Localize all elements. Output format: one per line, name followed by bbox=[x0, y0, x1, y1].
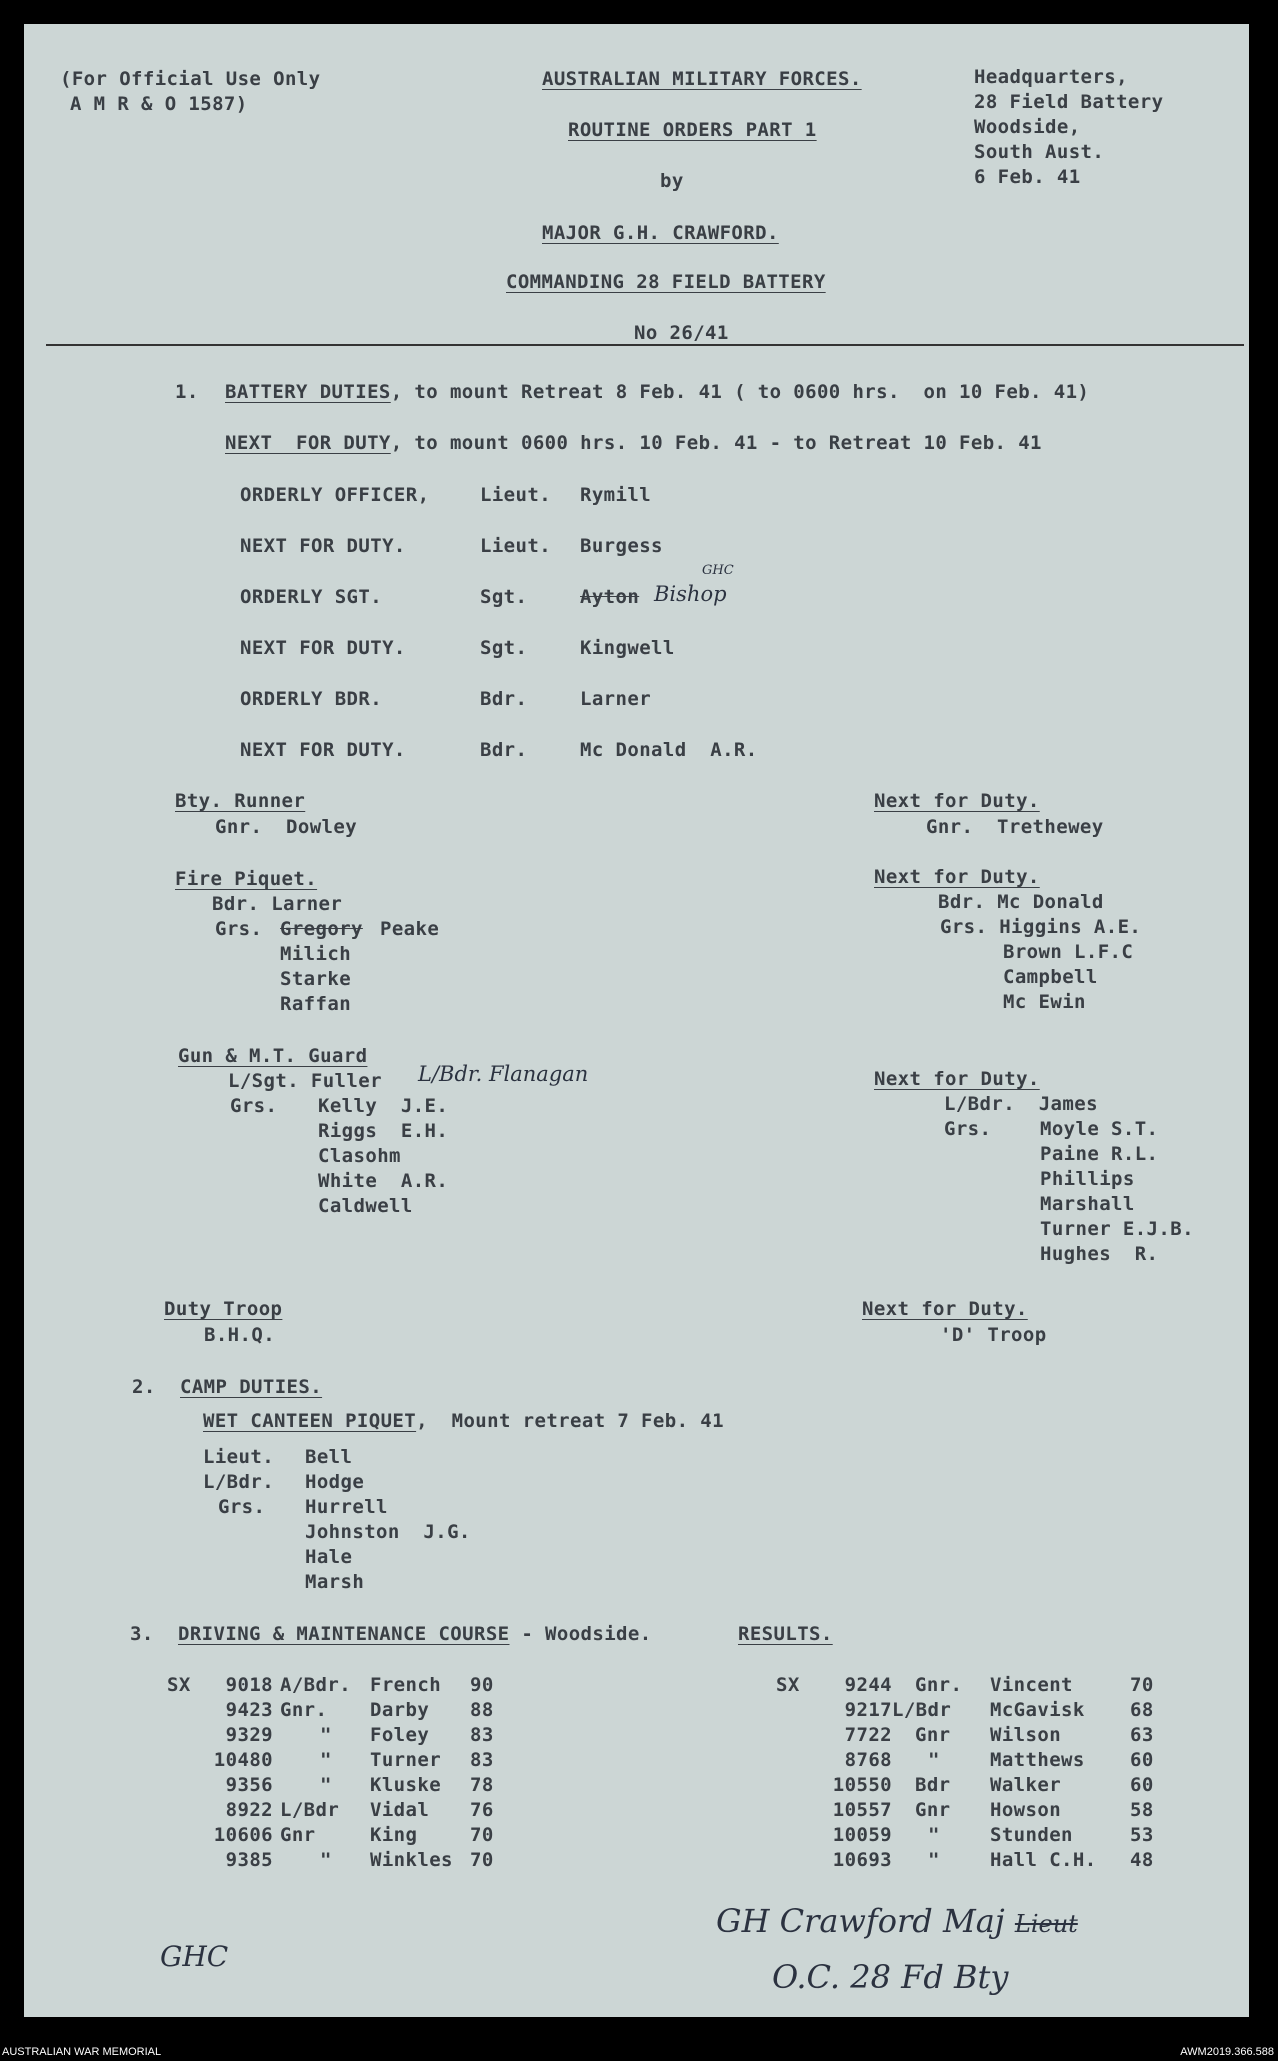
camp-name: Hodge bbox=[305, 1471, 365, 1493]
result-number: 9385 bbox=[225, 1849, 273, 1871]
camp-rank: Lieut. bbox=[203, 1446, 275, 1468]
duty-role: NEXT FOR DUTY. bbox=[240, 637, 406, 659]
troop-next-value: 'D' Troop bbox=[940, 1324, 1047, 1346]
header-divider bbox=[46, 344, 1244, 346]
handwritten-initials-bottom: GHC bbox=[160, 1940, 229, 1973]
camp-name: Hurrell bbox=[305, 1496, 388, 1518]
result-rank: Gnr. bbox=[915, 1674, 963, 1696]
battery-duties-times: , to mount Retreat 8 Feb. 41 ( to 0600 hrs. on 10 Feb. 41) bbox=[390, 381, 1090, 403]
result-score: 88 bbox=[470, 1699, 494, 1721]
fire-piquet-heading: Fire Piquet. bbox=[175, 868, 318, 890]
result-score: 58 bbox=[1130, 1799, 1154, 1821]
camp-rank: Grs. bbox=[218, 1496, 266, 1518]
result-number: 10557 bbox=[832, 1799, 892, 1821]
result-number: 10059 bbox=[832, 1824, 892, 1846]
result-score: 70 bbox=[470, 1824, 494, 1846]
gun-next-name: Hughes R. bbox=[1040, 1243, 1159, 1265]
doc-title-orders: ROUTINE ORDERS PART 1 bbox=[568, 119, 817, 141]
result-score: 60 bbox=[1130, 1749, 1154, 1771]
result-number: 9329 bbox=[225, 1724, 273, 1746]
duty-name-struck: Ayton bbox=[580, 586, 640, 608]
signature-name: GH Crawford Maj bbox=[716, 1902, 1005, 1940]
camp-duties-heading: CAMP DUTIES. bbox=[180, 1376, 323, 1398]
result-rank: Gnr bbox=[915, 1799, 951, 1821]
result-name: Wilson bbox=[990, 1724, 1062, 1746]
result-name: Hall C.H. bbox=[990, 1849, 1097, 1871]
result-name: Foley bbox=[370, 1724, 430, 1746]
fire-next-heading: Next for Duty. bbox=[874, 866, 1040, 888]
duty-name: Kingwell bbox=[580, 637, 675, 659]
duty-rank: Lieut. bbox=[480, 484, 552, 506]
runner-next-name: Gnr. Trethewey bbox=[926, 816, 1104, 838]
result-number: 10606 bbox=[213, 1824, 273, 1846]
section-2-number: 2. bbox=[132, 1376, 156, 1398]
section-1-number: 1. bbox=[175, 381, 199, 403]
duty-name: Burgess bbox=[580, 535, 663, 557]
result-name: McGavisk bbox=[990, 1699, 1085, 1721]
result-rank: " bbox=[320, 1774, 332, 1796]
duty-name: Larner bbox=[580, 688, 652, 710]
result-number: 9423 bbox=[225, 1699, 273, 1721]
duty-troop-heading: Duty Troop bbox=[164, 1298, 283, 1320]
gun-next-name: Turner E.J.B. bbox=[1040, 1218, 1194, 1240]
driving-course-line bbox=[178, 1623, 652, 1645]
gun-guard-grs-label: Grs. bbox=[230, 1095, 278, 1117]
result-rank: A/Bdr. bbox=[280, 1674, 352, 1696]
result-prefix: SX bbox=[776, 1674, 800, 1696]
result-score: 63 bbox=[1130, 1724, 1154, 1746]
result-name: King bbox=[370, 1824, 418, 1846]
gun-next-name: Phillips bbox=[1040, 1168, 1135, 1190]
battery-duties-line bbox=[225, 381, 1089, 403]
result-number: 9018 bbox=[225, 1674, 273, 1696]
gun-next-name: Paine R.L. bbox=[1040, 1143, 1159, 1165]
result-name: Turner bbox=[370, 1749, 442, 1771]
gun-guard-heading: Gun & M.T. Guard bbox=[178, 1045, 368, 1067]
result-rank: " bbox=[928, 1849, 940, 1871]
signature-title: O.C. 28 Fd Bty bbox=[772, 1958, 1009, 1996]
duty-role: ORDERLY BDR. bbox=[240, 688, 383, 710]
result-number: 8922 bbox=[225, 1799, 273, 1821]
hq-date: 6 Feb. 41 bbox=[974, 166, 1081, 188]
result-rank: L/Bdr bbox=[280, 1799, 340, 1821]
result-score: 76 bbox=[470, 1799, 494, 1821]
battery-duties-heading: BATTERY DUTIES bbox=[225, 381, 391, 403]
duty-rank: Sgt. bbox=[480, 637, 528, 659]
result-name: Walker bbox=[990, 1774, 1062, 1796]
result-score: 70 bbox=[1130, 1674, 1154, 1696]
result-score: 53 bbox=[1130, 1824, 1154, 1846]
result-rank: " bbox=[928, 1749, 940, 1771]
result-score: 78 bbox=[470, 1774, 494, 1796]
result-score: 90 bbox=[470, 1674, 494, 1696]
fire-piquet-struck-name: Gregory bbox=[280, 918, 363, 940]
result-rank: " bbox=[320, 1724, 332, 1746]
camp-name: Marsh bbox=[305, 1571, 365, 1593]
duty-role: ORDERLY SGT. bbox=[240, 586, 383, 608]
result-rank: Gnr bbox=[915, 1724, 951, 1746]
driving-course-location: - Woodside. bbox=[509, 1623, 652, 1645]
bty-runner-name: Gnr. Dowley bbox=[215, 816, 358, 838]
result-rank: " bbox=[320, 1849, 332, 1871]
gun-next-grs-label: Grs. bbox=[944, 1118, 992, 1140]
doc-title-commanding: COMMANDING 28 FIELD BATTERY bbox=[506, 271, 826, 293]
result-prefix: SX bbox=[167, 1674, 191, 1696]
fire-piquet-name: Peake bbox=[380, 918, 440, 940]
gun-next-lbdr: L/Bdr. James bbox=[944, 1093, 1098, 1115]
hq-line-2: 28 Field Battery bbox=[974, 91, 1164, 113]
hq-line-1: Headquarters, bbox=[974, 66, 1128, 88]
gun-next-name: Moyle S.T. bbox=[1040, 1118, 1159, 1140]
result-rank: " bbox=[320, 1749, 332, 1771]
result-number: 7722 bbox=[844, 1724, 892, 1746]
duty-troop-value: B.H.Q. bbox=[204, 1324, 276, 1346]
hq-line-4: South Aust. bbox=[974, 141, 1105, 163]
doc-title-major: MAJOR G.H. CRAWFORD. bbox=[542, 222, 779, 244]
handwritten-correction-bishop: Bishop bbox=[654, 582, 727, 606]
result-number: 10693 bbox=[832, 1849, 892, 1871]
duty-name: Rymill bbox=[580, 484, 652, 506]
results-heading: RESULTS. bbox=[738, 1623, 833, 1645]
result-name: Matthews bbox=[990, 1749, 1085, 1771]
fire-piquet-bdr: Bdr. Larner bbox=[212, 893, 343, 915]
result-score: 70 bbox=[470, 1849, 494, 1871]
result-number: 10550 bbox=[832, 1774, 892, 1796]
handwritten-initials: GHC bbox=[702, 563, 734, 578]
duty-rank: Sgt. bbox=[480, 586, 528, 608]
result-rank: " bbox=[928, 1824, 940, 1846]
fire-piquet-name: Starke bbox=[280, 968, 352, 990]
result-name: Stunden bbox=[990, 1824, 1073, 1846]
fire-piquet-name: Milich bbox=[280, 943, 352, 965]
result-rank: L/Bdr bbox=[892, 1699, 952, 1721]
camp-name: Bell bbox=[305, 1446, 353, 1468]
gun-guard-name: Clasohm bbox=[318, 1145, 401, 1167]
troop-next-heading: Next for Duty. bbox=[862, 1298, 1028, 1320]
gun-next-name: Marshall bbox=[1040, 1193, 1135, 1215]
result-score: 83 bbox=[470, 1724, 494, 1746]
duty-rank: Bdr. bbox=[480, 688, 528, 710]
result-name: Darby bbox=[370, 1699, 430, 1721]
fire-next-grs: Grs. Higgins A.E. bbox=[940, 916, 1142, 938]
fire-next-name: Campbell bbox=[1003, 966, 1098, 988]
signature-struck-rank: Lieut bbox=[1014, 1910, 1078, 1938]
gun-guard-name: Riggs E.H. bbox=[318, 1120, 449, 1142]
gun-guard-name: Kelly J.E. bbox=[318, 1095, 449, 1117]
runner-next-heading: Next for Duty. bbox=[874, 790, 1040, 812]
footer-credit: AUSTRALIAN WAR MEMORIAL bbox=[2, 2046, 162, 2058]
gun-guard-name: White A.R. bbox=[318, 1170, 449, 1192]
fire-piquet-grs-label: Grs. bbox=[215, 918, 263, 940]
wet-canteen-time: , Mount retreat 7 Feb. 41 bbox=[416, 1410, 724, 1432]
doc-title-forces: AUSTRALIAN MILITARY FORCES. bbox=[542, 68, 862, 90]
camp-name: Johnston J.G. bbox=[305, 1521, 471, 1543]
duty-rank: Bdr. bbox=[480, 739, 528, 761]
section-3-number: 3. bbox=[130, 1623, 154, 1645]
result-name: Howson bbox=[990, 1799, 1062, 1821]
result-score: 68 bbox=[1130, 1699, 1154, 1721]
duty-role: NEXT FOR DUTY. bbox=[240, 739, 406, 761]
bty-runner-heading: Bty. Runner bbox=[175, 790, 306, 812]
fire-next-name: Mc Ewin bbox=[1003, 991, 1086, 1013]
fire-next-bdr: Bdr. Mc Donald bbox=[938, 891, 1104, 913]
result-rank: Gnr. bbox=[280, 1699, 328, 1721]
next-for-duty-line bbox=[225, 432, 1042, 454]
result-name: Kluske bbox=[370, 1774, 442, 1796]
duty-name: Mc Donald A.R. bbox=[580, 739, 758, 761]
result-rank: Bdr bbox=[915, 1774, 951, 1796]
driving-course-heading: DRIVING & MAINTENANCE COURSE bbox=[178, 1623, 510, 1645]
gun-guard-name: Caldwell bbox=[318, 1195, 413, 1217]
result-score: 48 bbox=[1130, 1849, 1154, 1871]
result-number: 10480 bbox=[213, 1749, 273, 1771]
result-number: 9356 bbox=[225, 1774, 273, 1796]
result-number: 9217 bbox=[844, 1699, 892, 1721]
fire-piquet-name: Raffan bbox=[280, 993, 352, 1015]
result-rank: Gnr bbox=[280, 1824, 316, 1846]
hq-line-3: Woodside, bbox=[974, 116, 1081, 138]
camp-rank: L/Bdr. bbox=[203, 1471, 275, 1493]
result-number: 8768 bbox=[844, 1749, 892, 1771]
result-name: Winkles bbox=[370, 1849, 453, 1871]
duty-rank: Lieut. bbox=[480, 535, 552, 557]
gun-guard-lsgt: L/Sgt. Fuller bbox=[228, 1070, 382, 1092]
wet-canteen-line bbox=[203, 1410, 724, 1432]
wet-canteen-heading: WET CANTEEN PIQUET bbox=[203, 1410, 417, 1432]
duty-role: NEXT FOR DUTY. bbox=[240, 535, 406, 557]
footer-accession-number: AWM2019.366.588 bbox=[1180, 2046, 1274, 2058]
result-score: 83 bbox=[470, 1749, 494, 1771]
gun-next-heading: Next for Duty. bbox=[874, 1068, 1040, 1090]
next-for-duty-times: , to mount 0600 hrs. 10 Feb. 41 - to Retreat 10 Feb. 41 bbox=[390, 432, 1042, 454]
result-name: Vidal bbox=[370, 1799, 430, 1821]
signature bbox=[716, 1902, 1078, 1940]
duty-role: ORDERLY OFFICER, bbox=[240, 484, 430, 506]
result-score: 60 bbox=[1130, 1774, 1154, 1796]
fire-next-name: Brown L.F.C bbox=[1003, 941, 1134, 963]
result-name: French bbox=[370, 1674, 442, 1696]
official-use-line-2: A M R & O 1587) bbox=[70, 93, 248, 115]
doc-title-by: by bbox=[660, 170, 684, 192]
official-use-line-1: (For Official Use Only bbox=[60, 68, 321, 90]
handwritten-correction-flanagan: L/Bdr. Flanagan bbox=[418, 1062, 589, 1086]
result-name: Vincent bbox=[990, 1674, 1073, 1696]
next-for-duty-heading: NEXT FOR DUTY bbox=[225, 432, 391, 454]
result-number: 9244 bbox=[844, 1674, 892, 1696]
doc-title-number: No 26/41 bbox=[634, 322, 729, 344]
camp-name: Hale bbox=[305, 1546, 353, 1568]
